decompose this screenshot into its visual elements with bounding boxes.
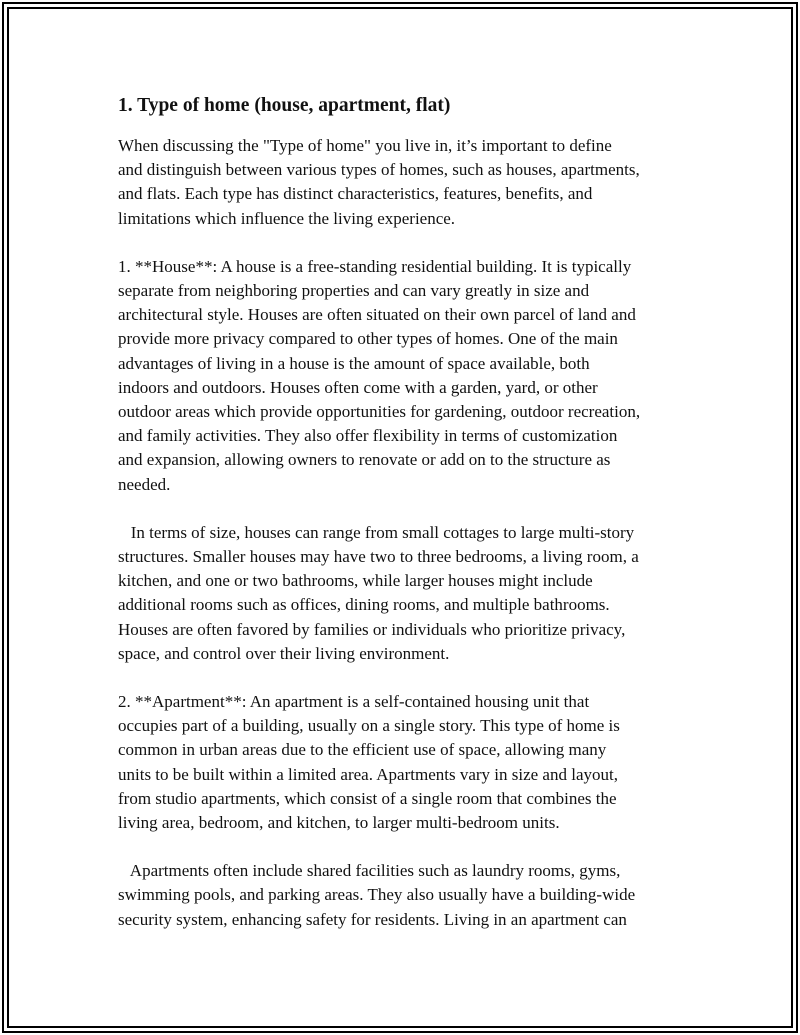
text-line: indoors and outdoors. Houses often come with a garden, yard, or other bbox=[118, 377, 598, 397]
text-line: swimming pools, and parking areas. They also usually have a building-wide bbox=[118, 885, 636, 905]
text-line: kitchen, and one or two bathrooms, while larger houses might include bbox=[118, 571, 593, 591]
text-line: outdoor areas which provide opportunities for gardening, outdoor recreation, bbox=[118, 402, 641, 422]
text-line: and expansion, allowing owners to renovate or add on to the structure as bbox=[118, 450, 611, 470]
text-line: and family activities. They also offer flexibility in terms of customization bbox=[118, 426, 618, 446]
text-line: architectural style. Houses are often situated on their own parcel of land and bbox=[118, 305, 636, 325]
text-line: security system, enhancing safety for residents. Living in an apartment can bbox=[118, 909, 627, 929]
text-line: from studio apartments, which consist of a single room that combines the bbox=[118, 788, 617, 808]
text-line: separate from neighboring properties and can vary greatly in size and bbox=[118, 281, 590, 301]
apartment-paragraph bbox=[118, 690, 698, 835]
text-line: In terms of size, houses can range from small cottages to large multi-story bbox=[118, 522, 635, 542]
text-line: and flats. Each type has distinct characteristics, features, benefits, and bbox=[118, 184, 593, 204]
house-paragraph bbox=[118, 255, 698, 497]
section-heading: 1. Type of home (house, apartment, flat) bbox=[118, 95, 451, 116]
text-line: 2. **Apartment**: An apartment is a self-contained housing unit that bbox=[118, 692, 590, 712]
apartment-facilities-paragraph bbox=[118, 859, 698, 932]
text-line: common in urban areas due to the efficient use of space, allowing many bbox=[118, 740, 607, 760]
text-line: additional rooms such as offices, dining rooms, and multiple bathrooms. bbox=[118, 595, 610, 615]
text-line: units to be built within a limited area. Apartments vary in size and layout, bbox=[118, 764, 618, 784]
document-body bbox=[118, 92, 698, 956]
text-line: space, and control over their living environment. bbox=[118, 643, 450, 663]
text-line: occupies part of a building, usually on a single story. This type of home is bbox=[118, 716, 620, 736]
text-line: When discussing the "Type of home" you live in, it’s important to define bbox=[118, 136, 612, 155]
text-line: Apartments often include shared facilities such as laundry rooms, gyms, bbox=[118, 861, 621, 881]
text-line: needed. bbox=[118, 474, 171, 494]
text-line: advantages of living in a house is the amount of space available, both bbox=[118, 353, 590, 373]
text-line: provide more privacy compared to other types of homes. One of the main bbox=[118, 329, 618, 349]
text-line: limitations which influence the living experience. bbox=[118, 208, 456, 228]
text-line: and distinguish between various types of homes, such as houses, apartments, bbox=[118, 160, 640, 180]
text-line: 1. **House**: A house is a free-standing residential building. It is typically bbox=[118, 256, 632, 276]
text-line: living area, bedroom, and kitchen, to larger multi-bedroom units. bbox=[118, 813, 560, 833]
house-size-paragraph bbox=[118, 521, 698, 666]
text-line: structures. Smaller houses may have two to three bedrooms, a living room, a bbox=[118, 547, 639, 567]
intro-paragraph bbox=[118, 134, 698, 231]
text-line: Houses are often favored by families or individuals who prioritize privacy, bbox=[118, 619, 626, 639]
